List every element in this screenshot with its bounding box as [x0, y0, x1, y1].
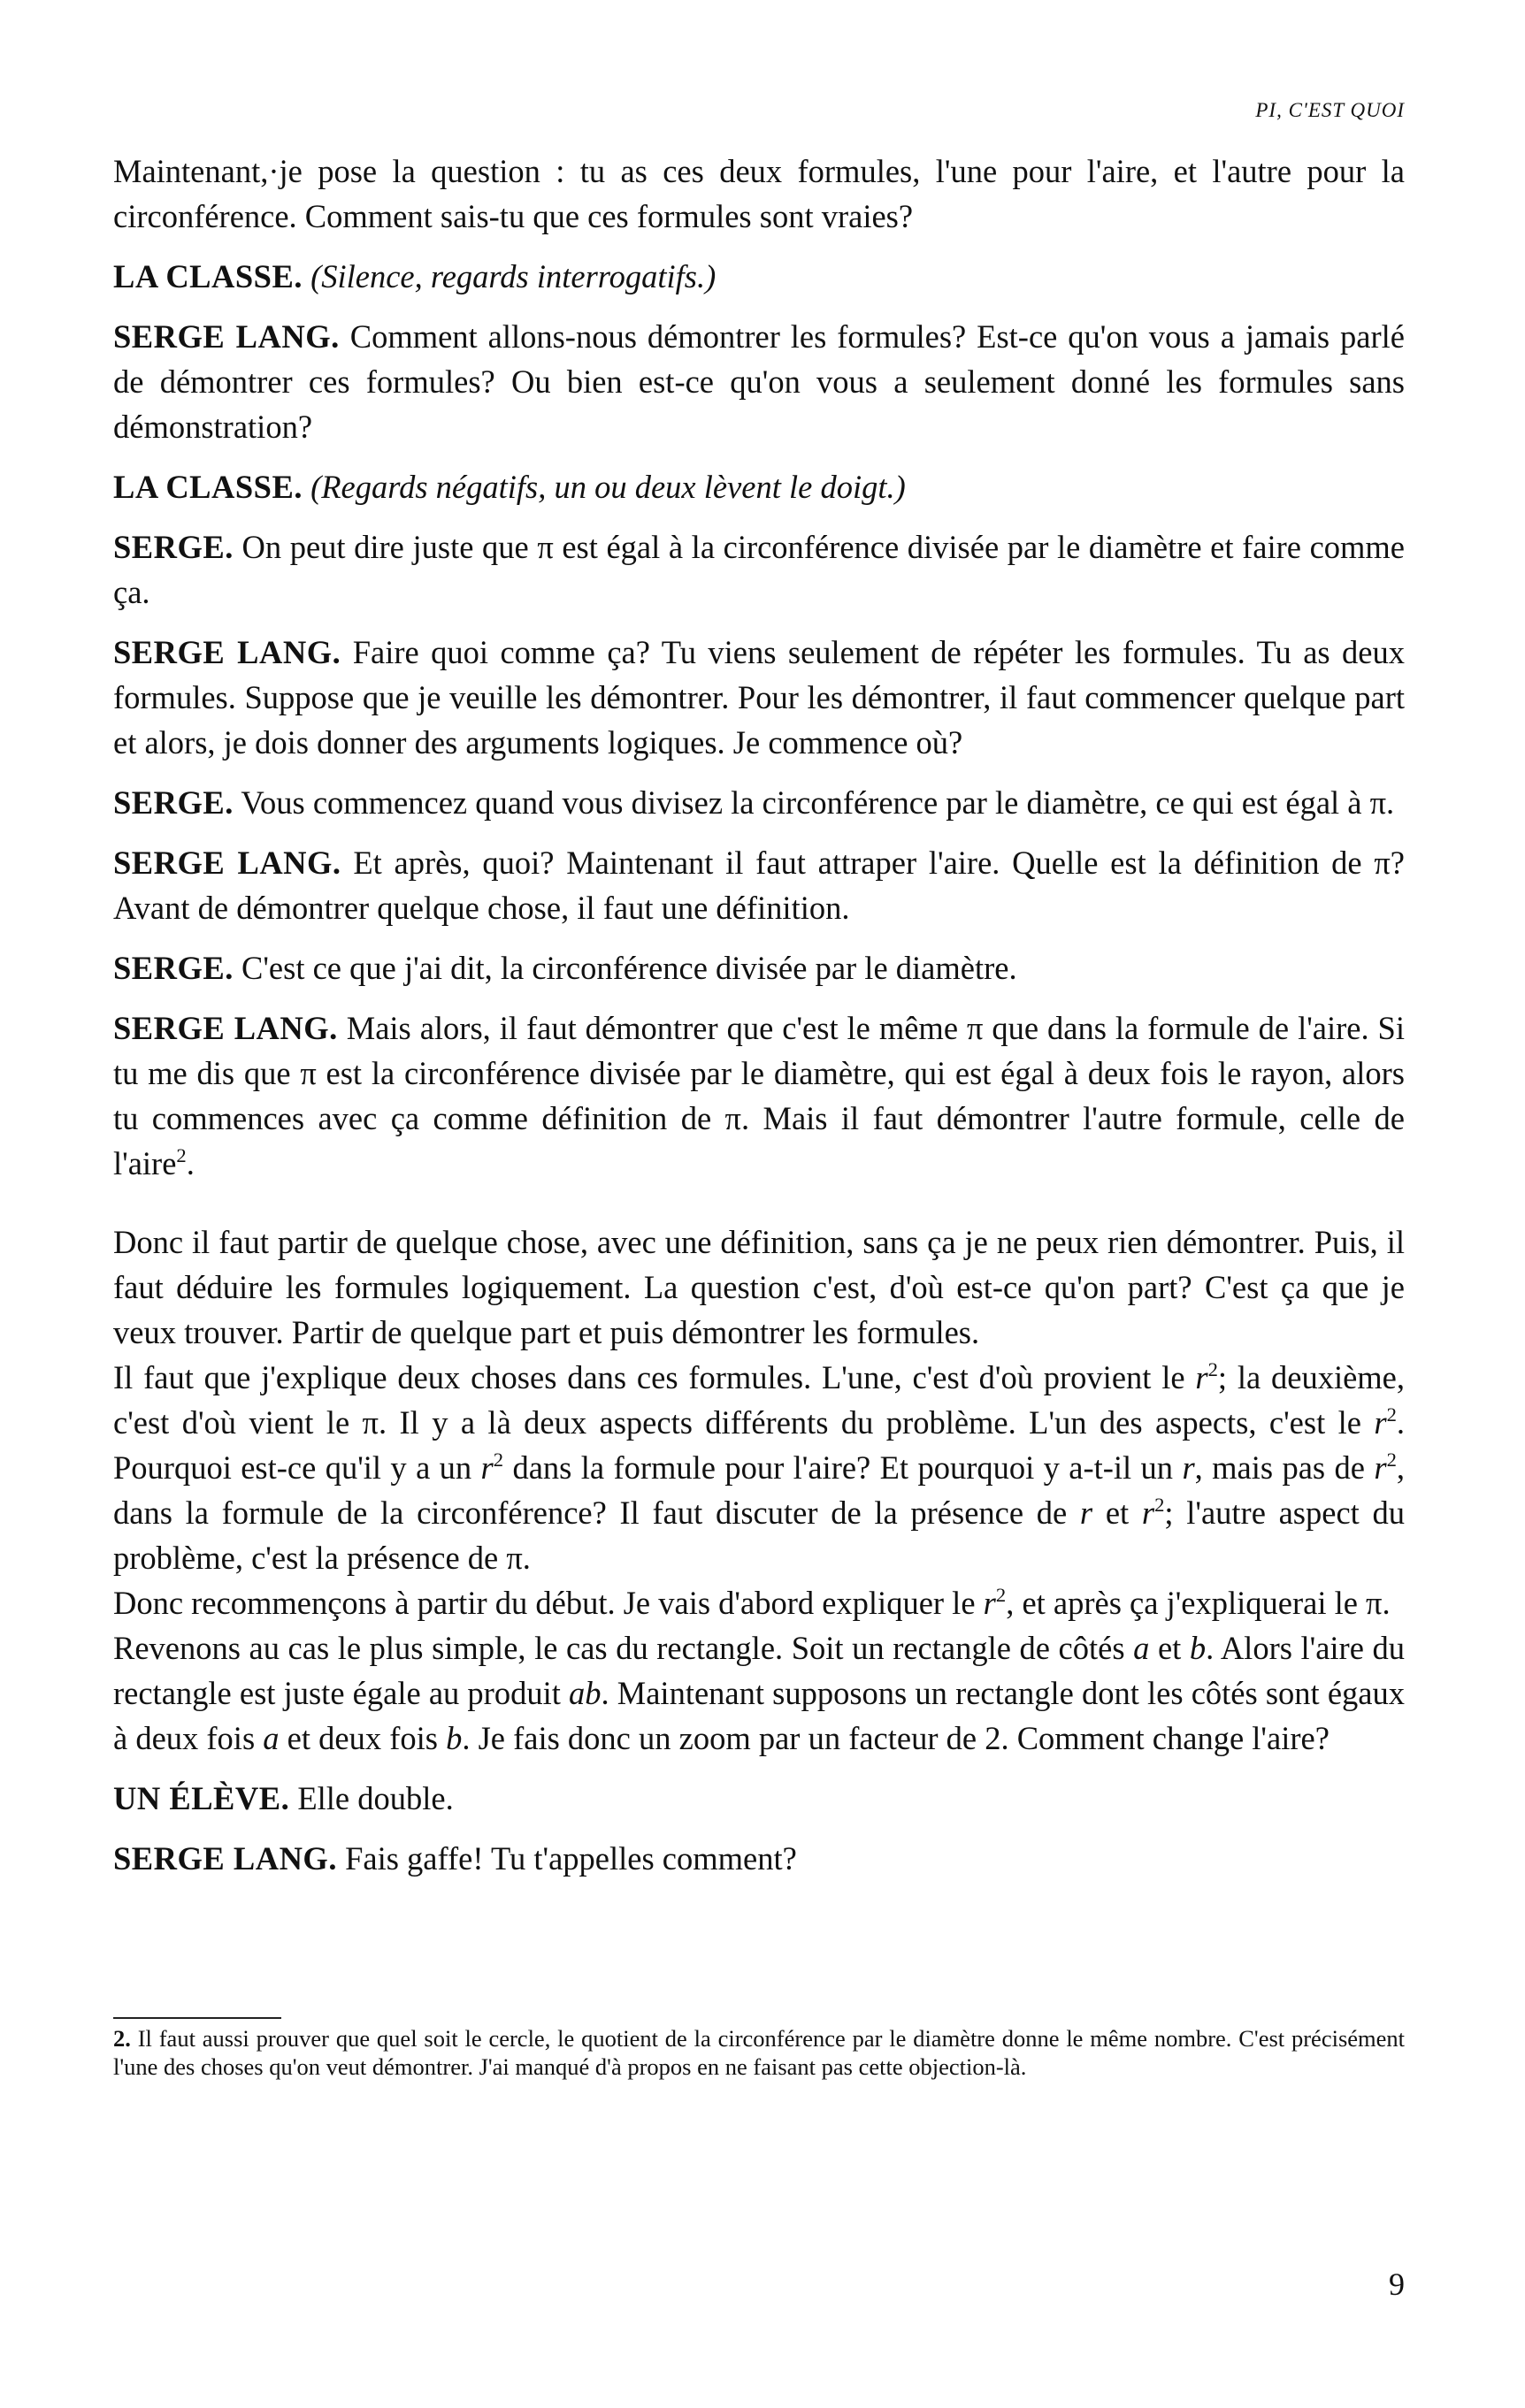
text-run: , et après ça j'expliquerai le π.	[1006, 1585, 1391, 1621]
variable-r: r	[1374, 1404, 1387, 1441]
text-run: et	[1149, 1630, 1190, 1666]
speaker-label: LA CLASSE.	[113, 469, 303, 505]
dialogue-text: On peut dire juste que π est égal à la circonférence divisée par le diamètre et faire comme ça.	[113, 529, 1406, 610]
variable-r: r	[1141, 1494, 1155, 1531]
variable-r: r	[983, 1585, 996, 1621]
dialogue-line-7	[113, 780, 1405, 825]
dialogue-text: C'est ce que j'ai dit, la circonférence divisée par le diamètre.	[241, 950, 1017, 986]
paragraph-11	[113, 1219, 1405, 1355]
dialogue-line-16	[113, 1836, 1405, 1881]
exponent: 2	[1386, 1448, 1397, 1471]
speaker-label: SERGE.	[113, 950, 234, 986]
dialogue-text: Vous commencez quand vous divisez la circonférence par le diamètre, ce qui est égal à π.	[241, 784, 1395, 821]
variable-r: r	[1182, 1449, 1195, 1486]
speaker-label: SERGE LANG.	[113, 318, 340, 355]
exponent: 2	[1386, 1403, 1397, 1426]
speaker-label: SERGE.	[113, 529, 234, 565]
footnote-divider	[113, 2017, 281, 2019]
dialogue-line-9	[113, 945, 1405, 990]
dialogue-line-6	[113, 630, 1405, 765]
variable-b: b	[446, 1720, 463, 1756]
paragraph-text: Donc il faut partir de quelque chose, avec une définition, sans ça je ne peux rien démontrer. Puis, il faut déduire les formules logiquement. La question c'est, d'où est-ce qu'on part? C'est ça que je veux trouver. Partir de quelque part et puis démontrer les formules.	[113, 1224, 1405, 1350]
dialogue-line-5	[113, 524, 1405, 615]
footnote-number: 2.	[113, 2025, 131, 2052]
text-run: , dans la formule de la circonférence? Il faut discuter de la présence de	[113, 1449, 1405, 1531]
exponent: 2	[493, 1448, 504, 1471]
paragraph-12	[113, 1355, 1405, 1580]
dialogue-line-10	[113, 1005, 1405, 1186]
variable-b: b	[1189, 1630, 1207, 1666]
speaker-label: SERGE LANG.	[113, 845, 341, 881]
running-head: PI, C'EST QUOI	[1255, 99, 1405, 121]
text-run: , mais pas de	[1194, 1449, 1375, 1486]
dialogue-line-3	[113, 314, 1405, 449]
text-run: . Alors l'aire du rectangle est juste égale au produit	[113, 1630, 1405, 1711]
sentence-end: .	[186, 1145, 195, 1181]
dialogue-line-8	[113, 840, 1405, 930]
footnote-reference[interactable]: 2	[176, 1143, 187, 1166]
text-run: et deux fois	[279, 1720, 447, 1756]
dialogue-line-4	[113, 464, 1405, 509]
dialogue-text: Fais gaffe! Tu t'appelles comment?	[345, 1840, 797, 1877]
variable-a: a	[1133, 1630, 1150, 1666]
text-run: ; la deuxième, c'est d'où vient le π. Il y a là deux aspects différents du problème. L'un des aspects, c'est le	[113, 1359, 1406, 1441]
speaker-label: SERGE LANG.	[113, 1840, 337, 1877]
text-run: . Pourquoi est-ce qu'il y a un	[113, 1404, 1405, 1486]
speaker-label: LA CLASSE.	[113, 258, 303, 294]
paragraph-14	[113, 1625, 1405, 1761]
dialogue-line-15	[113, 1776, 1405, 1821]
speaker-label: SERGE.	[113, 784, 234, 821]
stage-direction: (Silence, regards interrogatifs.)	[310, 258, 717, 294]
paragraph-1	[113, 149, 1405, 239]
dialogue-line-2	[113, 254, 1405, 299]
dialogue-text: Elle double.	[297, 1780, 454, 1816]
exponent: 2	[1154, 1493, 1165, 1516]
variable-a: a	[263, 1720, 280, 1756]
paragraph-13	[113, 1580, 1405, 1625]
text-run: ; l'autre aspect du problème, c'est la présence de π.	[113, 1494, 1406, 1576]
text-run: Revenons au cas le plus simple, le cas du rectangle. Soit un rectangle de côtés	[113, 1630, 1134, 1666]
footnote	[113, 2024, 1405, 2081]
variable-r: r	[1374, 1449, 1387, 1486]
paragraph-text: Maintenant,·je pose la question : tu as ces deux formules, l'une pour l'aire, et l'autre pour la circonférence. Comment sais-tu que ces formules sont vraies?	[113, 153, 1405, 234]
stage-direction: (Regards négatifs, un ou deux lèvent le doigt.)	[310, 469, 906, 505]
text-run: Il faut que j'explique deux choses dans ces formules. L'une, c'est d'où provient le	[113, 1359, 1196, 1395]
footnote-text: Il faut aussi prouver que quel soit le cercle, le quotient de la circonférence par le diamètre donne le même nombre. C'est précisément l'une des choses qu'on veut démontrer. J'ai manqué d'à propos en ne faisant pas cette objection-là.	[113, 2025, 1406, 2080]
dialogue-text: Comment allons-nous démontrer les formules? Est-ce qu'on vous a jamais parlé de démontrer ces formules? Ou bien est-ce qu'on vous a seulement donné les formules sans démonstration?	[113, 318, 1406, 445]
text-run: . Maintenant supposons un rectangle dont les côtés sont égaux à deux fois	[113, 1675, 1405, 1756]
text-run: et	[1092, 1494, 1142, 1531]
text-run: dans la formule pour l'aire? Et pourquoi y a-t-il un	[503, 1449, 1183, 1486]
exponent: 2	[995, 1583, 1007, 1606]
text-run: Donc recommençons à partir du début. Je vais d'abord expliquer le	[113, 1585, 984, 1621]
exponent: 2	[1207, 1357, 1218, 1380]
text-run: . Je fais donc un zoom par un facteur de 2. Comment change l'aire?	[462, 1720, 1330, 1756]
variable-r: r	[480, 1449, 494, 1486]
page-number: 9	[1389, 2267, 1405, 2302]
book-page	[113, 0, 1405, 2408]
speaker-label: UN ÉLÈVE.	[113, 1780, 290, 1816]
text-body	[113, 149, 1405, 1896]
speaker-label: SERGE LANG.	[113, 634, 341, 670]
variable-r: r	[1195, 1359, 1208, 1395]
product-ab: ab	[569, 1675, 602, 1711]
dialogue-text: Et après, quoi? Maintenant il faut attraper l'aire. Quelle est la définition de π? Avant de démontrer quelque chose, il faut une définition.	[113, 845, 1406, 926]
dialogue-text: Mais alors, il faut démontrer que c'est le même π que dans la formule de l'aire. Si tu me dis que π est la circonférence divisée par le diamètre, qui est égal à deux fois le rayon, alors tu commences avec ça comme définition de π. Mais il faut démontrer l'autre formule, celle de l'aire	[113, 1010, 1406, 1181]
speaker-label: SERGE LANG.	[113, 1010, 338, 1046]
dialogue-text: Faire quoi comme ça? Tu viens seulement de répéter les formules. Tu as deux formules. Suppose que je veuille les démontrer. Pour les démontrer, il faut commencer quelque part et alors, je dois donner des arguments logiques. Je commence où?	[113, 634, 1405, 761]
variable-r: r	[1079, 1494, 1093, 1531]
